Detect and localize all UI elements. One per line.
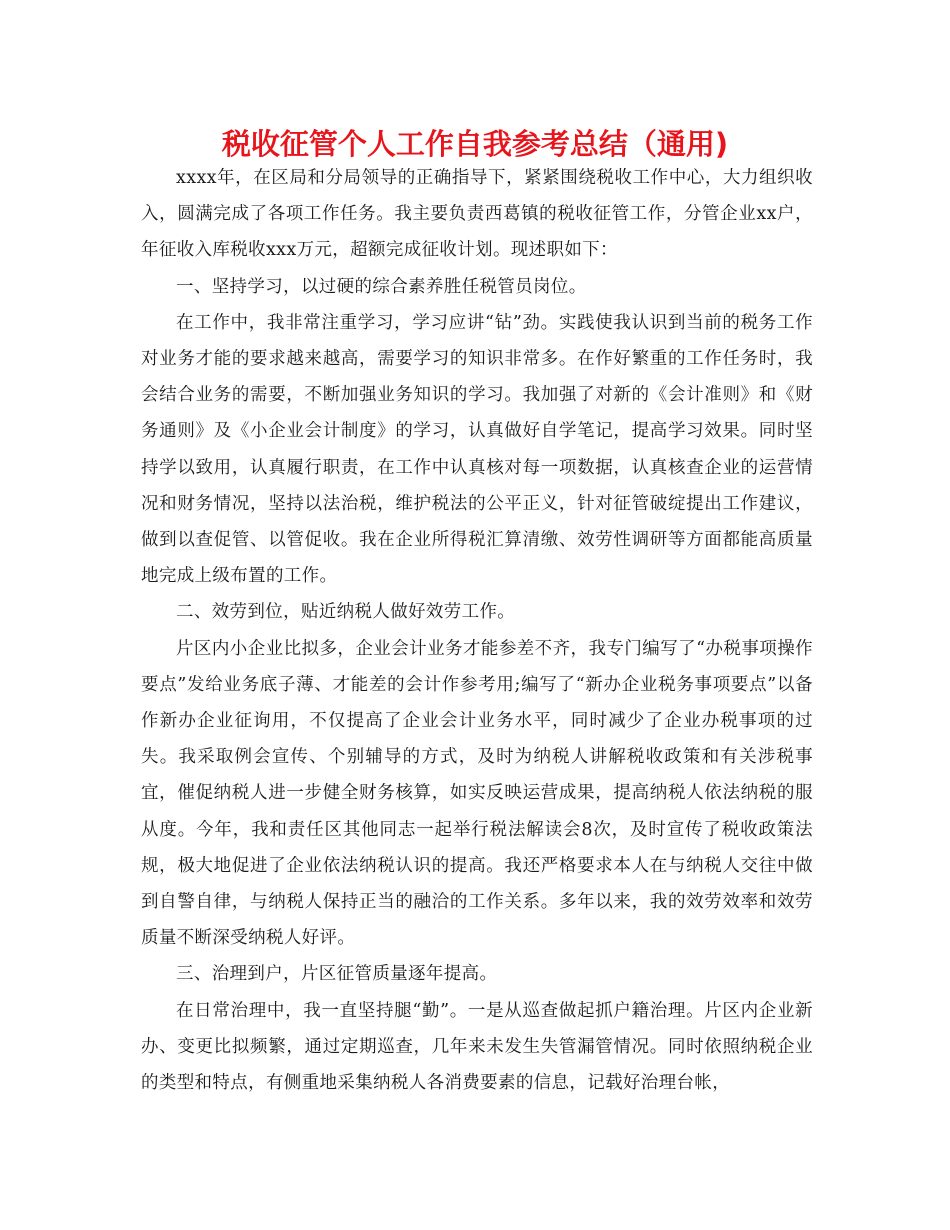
section-heading-2: 二、效劳到位，贴近纳税人做好效劳工作。 [176,602,516,623]
paragraph-study: 在工作中，我非常注重学习，学习应讲“钻”劲。实践使我认识到当前的税务工作对业务才能的要求越来越高，需要学习的知识非常多。在作好繁重的工作任务时，我会结合业务的需要，不断加强业务知识的学习。我加强了对新的《会计准则》和《财务通则》及《小企业会计制度》的学习，认真做好自学笔记，提高学习效果。同时坚持学以致用，认真履行职责，在工作中认真核对每一项数据，认真核查企业的运营情况和财务情况，坚持以法治税，维护税法的公平正义，针对征管破绽提出工作建议，做到以查促管、以管促收。我在企业所得税汇算清缴、效劳性调研等方面都能高质量地完成上级布置的工作。 [141,312,813,587]
document-title: 税收征管个人工作自我参考总结（通用) [221,127,729,161]
section-heading-3: 三、治理到户，片区征管质量逐年提高。 [176,964,498,985]
paragraph-management: 在日常治理中，我一直坚持腿“勤”。一是从巡查做起抓户籍治理。片区内企业新办、变更比拟频繁，通过定期巡查，几年来未发生失管漏管情况。同时依照纳税企业的类型和特点，有侧重地采集纳税人各消费要素的信息，记载好治理台帐， [141,1000,813,1094]
section-heading-1: 一、坚持学习，以过硬的综合素养胜任税管员岗位。 [176,276,587,297]
paragraph-service: 片区内小企业比拟多，企业会计业务才能参差不齐，我专门编写了“办税事项操作要点”发给业务底子薄、才能差的会计作参考用;编写了“新办企业税务事项要点”以备作新办企业征询用，不仅提高了企业会计业务水平，同时减少了企业办税事项的过失。我采取例会宣传、个别辅导的方式，及时为纳税人讲解税收政策和有关涉税事宜，催促纳税人进一步健全财务核算，如实反映运营成果，提高纳税人依法纳税的服从度。今年，我和责任区其他同志一起举行税法解读会8次，及时宣传了税收政策法规，极大地促进了企业依法纳税认识的提高。我还严格要求本人在与纳税人交往中做到自警自律，与纳税人保持正当的融洽的工作关系。多年以来，我的效劳效率和效劳质量不断深受纳税人好评。 [141,638,813,949]
document-body [141,160,813,1101]
paragraph-intro: xxxx年，在区局和分局领导的正确指导下，紧紧围绕税收工作中心，大力组织收入，圆满完成了各项工作任务。我主要负责西葛镇的税收征管工作，分管企业xx户，年征收入库税收xxx万元，超额完成征收计划。现述职如下： [141,168,813,261]
